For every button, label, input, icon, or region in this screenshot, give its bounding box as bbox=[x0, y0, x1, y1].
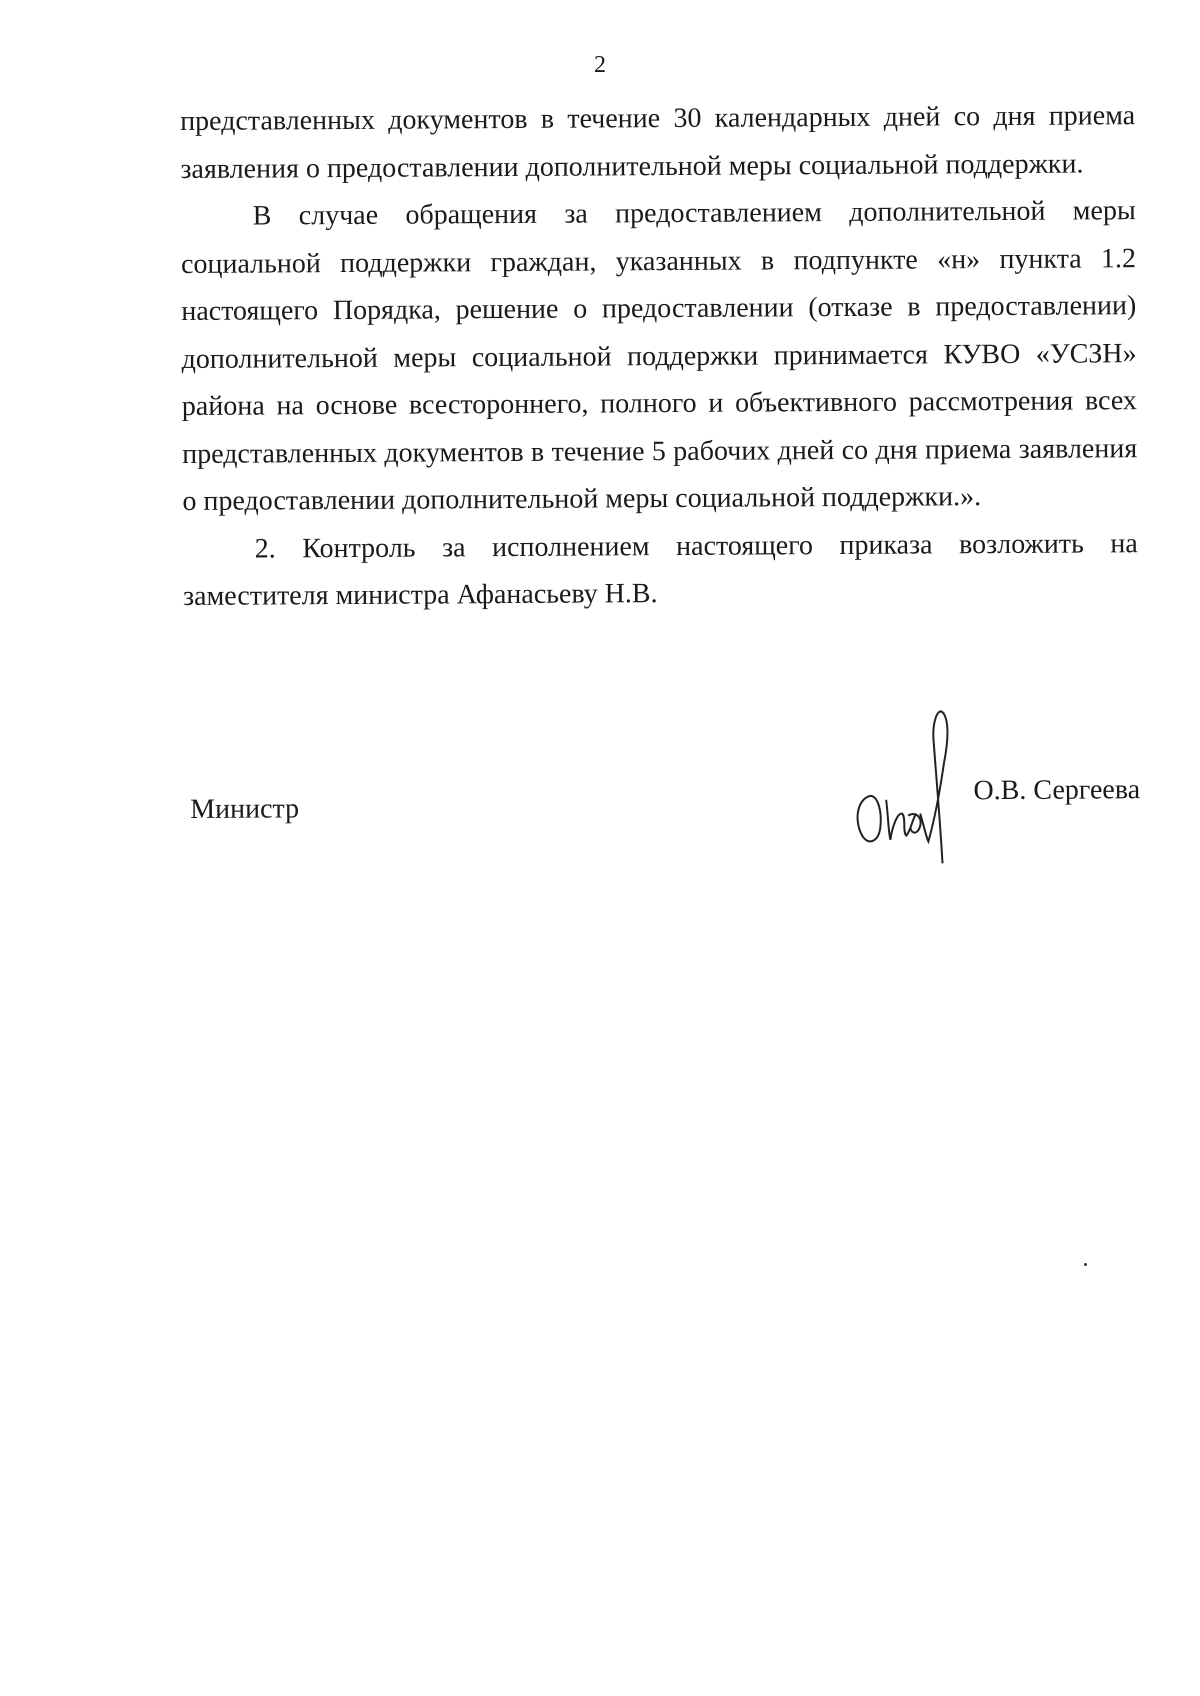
paragraph-control-clause: 2. Контроль за исполнением настоящего приказа возложить на заместителя министра Афанасьеву Н.В. bbox=[182, 527, 1138, 612]
page-number: 2 bbox=[594, 52, 606, 78]
handwritten-signature bbox=[848, 703, 959, 864]
signature-block bbox=[190, 774, 1141, 900]
document-body bbox=[180, 92, 1138, 620]
signer-name: О.В. Сергеева bbox=[973, 774, 1141, 807]
scan-speck bbox=[1084, 1263, 1087, 1266]
paragraph-continuation: представленных документов в течение 30 календарных дней со дня приема заявления о предоставлении дополнительной меры социальной поддержки. bbox=[180, 100, 1136, 185]
position-title: Министр bbox=[190, 793, 300, 825]
paragraph-special-case: В случае обращения за предоставлением дополнительной меры социальной поддержки граждан, указанных в подпункте «н» пункта 1.2 настоящего Порядка, решение о предоставлении (отказе в предоставлении) дополнительной меры социальной поддержки принимается КУВО «УСЗН» района на основе всестороннего, полного и объективного рассмотрения всех представленных документов в течение 5 рабочих дней со дня приема заявления о предоставлении дополнительной меры социальной поддержки.». bbox=[180, 195, 1138, 517]
